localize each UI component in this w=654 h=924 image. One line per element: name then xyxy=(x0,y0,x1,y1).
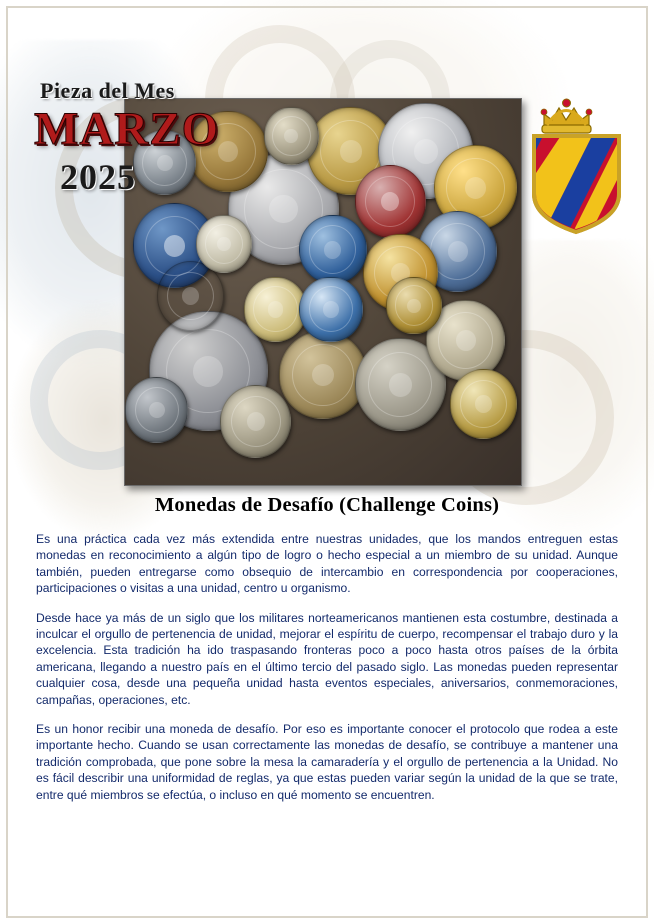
crown-icon xyxy=(541,99,592,133)
coin xyxy=(279,331,366,420)
coin xyxy=(125,377,188,443)
header-year: 2025 xyxy=(60,157,136,197)
coin xyxy=(299,277,362,343)
coin xyxy=(386,277,441,335)
coin xyxy=(299,215,366,284)
article-paragraph: Es un honor recibir una moneda de desafío. Por eso es importante conocer el protocolo que rodea a este importante hecho. Cuando se usan correctamente las monedas de desafío, se contribuye a mantener una tradición comprobada, que pone sobre la mesa la camaradería y el orgullo de pertenencia a la Unidad. No es fácil describir una uniformidad de reglas, ya que estas pueden variar según la unidad de la que se trate, entre qué miembros se efectúa, o incluso en qué momento se encuentren. xyxy=(36,722,618,802)
coin xyxy=(220,385,291,458)
article-body xyxy=(36,494,618,803)
coin xyxy=(450,369,517,438)
header-title-block xyxy=(34,78,219,195)
article-paragraph: Desde hace ya más de un siglo que los militares norteamericanos mantienen esta costumbre, destinada a inculcar el orgullo de pertenencia de unidad, mejorar el espíritu de cuerpo, recompensar el trabajo duro y la excelencia. Esta tradición ha ido traspasando fronteras poco a poco hasta otros países de la órbita americana, llegando a nuestro país en el último tercio del pasado siglo. Las monedas pueden representar cualquier cosa, desde una pequeña unidad hasta eventos especiales, aniversarios, conmemoraciones, campañas, operaciones, etc. xyxy=(36,610,618,707)
article-title: Monedas de Desafío (Challenge Coins) xyxy=(154,494,500,516)
article-paragraph: Es una práctica cada vez más extendida entre nuestras unidades, que los mandos entreguen estas monedas en reconocimiento a algún tipo de logro o hecho especial a un miembro de su unidad. Aunque también, pueden entregarse como obsequio de intercambio en correspondencia por cooperaciones, participaciones o visitas a una unidad, centro u organismo. xyxy=(36,532,618,596)
coin xyxy=(157,261,224,330)
coin xyxy=(264,107,319,165)
coin xyxy=(196,215,251,273)
coat-of-arms-emblem xyxy=(514,86,626,236)
coin xyxy=(244,277,307,343)
header-kicker: Pieza del Mes xyxy=(40,78,175,103)
coin xyxy=(355,165,426,238)
header-month: MARZO xyxy=(34,103,220,155)
